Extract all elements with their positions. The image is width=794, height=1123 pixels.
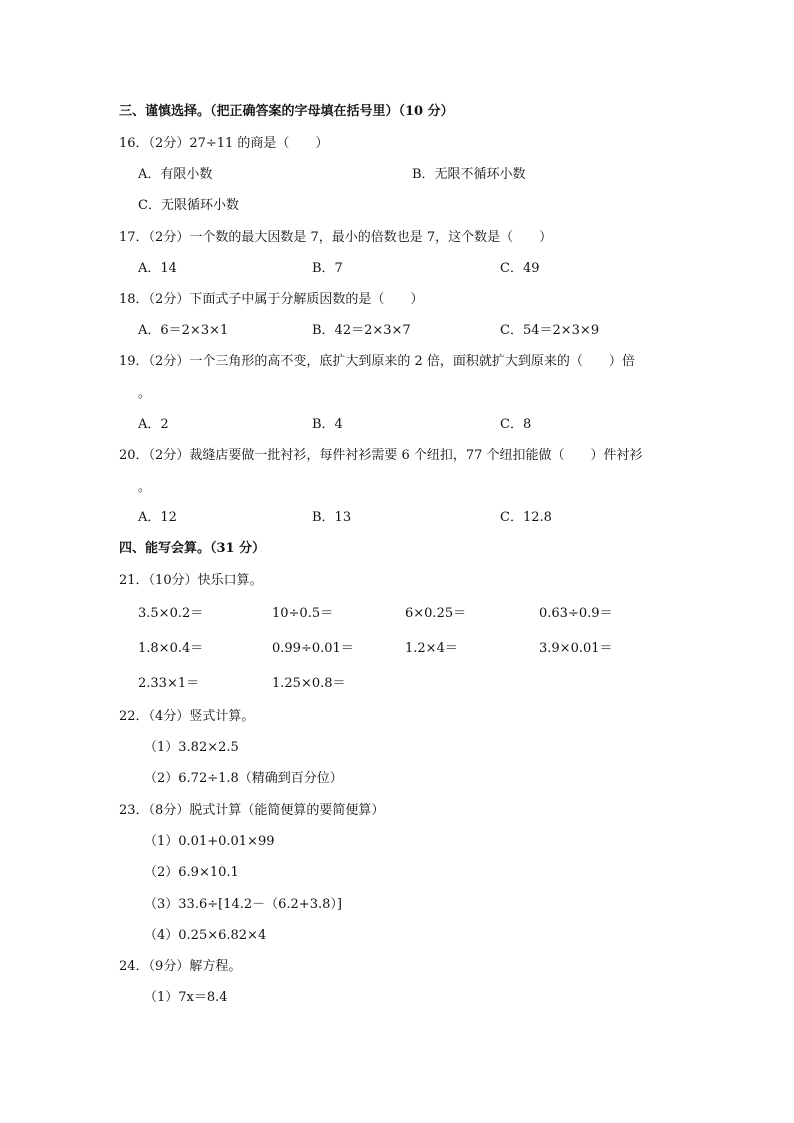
question-17-option-a: A．14 [138,261,177,276]
section-4-heading: 四、能写会算。（31 分） [119,541,266,556]
question-19-option-b: B．4 [312,417,343,432]
mental-calc-item: 3.5×0.2＝ [138,606,204,621]
question-17-option-c: C．49 [500,261,540,276]
question-23-item: （4）0.25×6.82×4 [144,928,267,943]
mental-calc-item: 10÷0.5＝ [272,606,334,621]
question-17-option-b: B．7 [312,261,343,276]
question-20-stem-continuation: 。 [138,480,152,495]
mental-calc-item: 6×0.25＝ [405,606,467,621]
question-20-option-c: C．12.8 [500,510,552,525]
section-3-heading: 三、谨慎选择。（把正确答案的字母填在括号里）（10 分） [119,104,454,119]
mental-calc-item: 3.9×0.01＝ [539,641,613,656]
mental-calc-item: 1.2×4＝ [405,641,458,656]
question-18-option-c: C．54＝2×3×9 [500,323,600,338]
question-22-stem: 22．（4分）竖式计算。 [119,709,255,724]
question-16-option-b: B．无限不循环小数 [412,167,526,182]
question-19-stem-continuation: 。 [138,386,152,401]
question-16-option-c: C．无限循环小数 [138,198,239,213]
mental-calc-item: 1.25×0.8＝ [272,676,346,691]
mental-calc-item: 0.63÷0.9＝ [539,606,613,621]
question-24-item: （1）7x＝8.4 [144,990,228,1005]
question-20-option-b: B．13 [312,510,352,525]
mental-calc-item: 1.8×0.4＝ [138,641,204,656]
mental-calc-item: 0.99÷0.01＝ [272,641,354,656]
question-24-stem: 24．（9分）解方程。 [119,959,242,974]
question-19-stem: 19．（2分）一个三角形的高不变，底扩大到原来的 2 倍，面积就扩大到原来的（ ）倍 [119,354,635,369]
question-20-option-a: A．12 [138,510,177,525]
question-21-stem: 21．（10分）快乐口算。 [119,573,263,588]
question-19-option-c: C．8 [500,417,532,432]
question-22-item: （2）6.72÷1.8（精确到百分位） [144,771,343,786]
question-16-option-a: A．有限小数 [138,167,213,182]
question-23-stem: 23．（8分）脱式计算（能简便算的要简便算） [119,803,385,818]
mental-calc-item: 2.33×1＝ [138,676,200,691]
question-23-item: （1）0.01+0.01×99 [144,834,275,849]
question-20-stem: 20．（2分）裁缝店要做一批衬衫，每件衬衫需要 6 个纽扣，77 个纽扣能做（ ）件衬衫 [119,448,643,463]
question-18-option-b: B．42＝2×3×7 [312,323,411,338]
question-22-item: （1）3.82×2.5 [144,740,239,755]
question-16-stem: 16．（2分）27÷11 的商是（ ） [119,136,329,151]
question-23-item: （2）6.9×10.1 [144,865,239,880]
question-18-option-a: A．6＝2×3×1 [138,323,229,338]
question-18-stem: 18．（2分）下面式子中属于分解质因数的是（ ） [119,292,424,307]
question-23-item: （3）33.6÷[14.2－（6.2+3.8）] [144,897,342,912]
question-19-option-a: A．2 [138,417,169,432]
question-17-stem: 17．（2分）一个数的最大因数是 7，最小的倍数也是 7，这个数是（ ） [119,230,553,245]
